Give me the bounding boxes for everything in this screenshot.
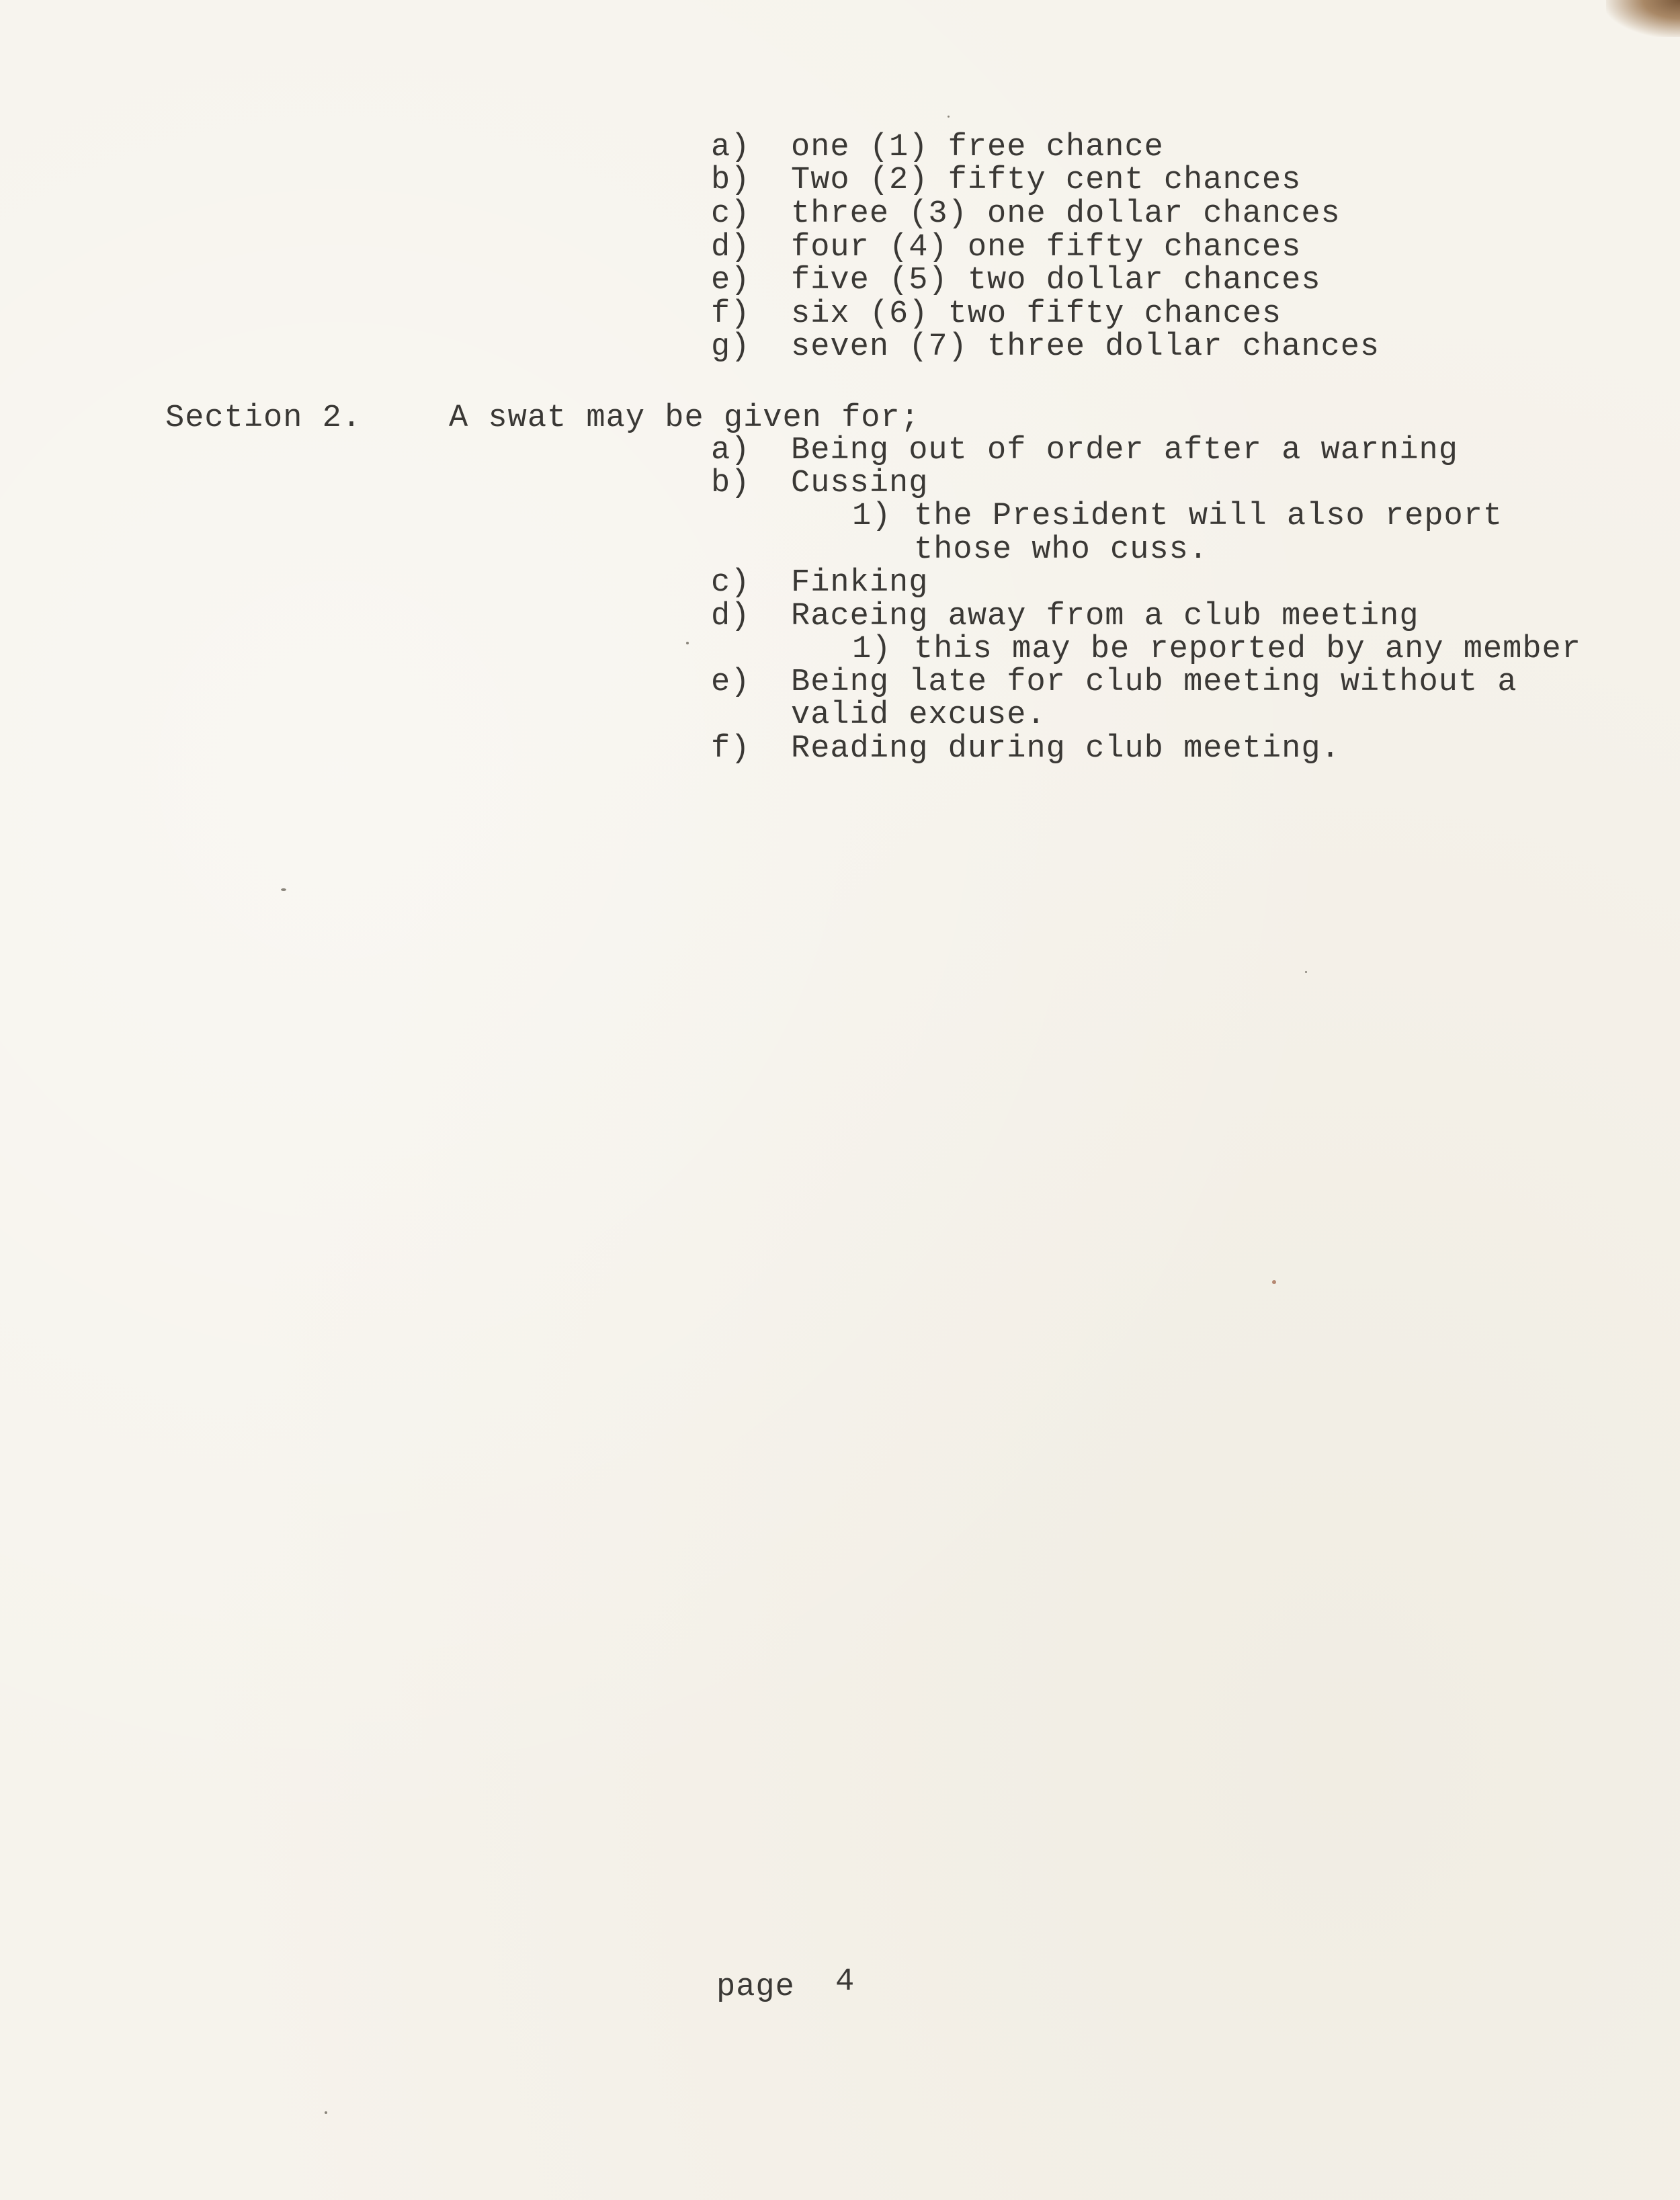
page-label: page [716, 1970, 795, 2005]
list-item-label: f) [711, 731, 751, 767]
paper-speck [325, 2111, 327, 2114]
list-item-label: e) [711, 263, 751, 298]
list-item-label: b) [711, 163, 751, 198]
sub-item-text: the President will also report [914, 499, 1503, 534]
list-item-label: d) [711, 230, 751, 265]
paper-speck [948, 116, 950, 118]
list-item-text: Reading during club meeting. [791, 731, 1341, 767]
paper-speck [686, 642, 689, 644]
corner-stain [1606, 0, 1680, 37]
sub-item-text: this may be reported by any member [914, 632, 1581, 667]
list-item-text: Finking [791, 565, 929, 601]
list-item-label: e) [711, 665, 751, 700]
list-item-text: Being out of order after a warning [791, 433, 1458, 468]
list-item-label: c) [711, 196, 751, 232]
list-item-text: one (1) free chance [791, 130, 1164, 165]
page-number: 4 [835, 1964, 855, 2000]
list-item-label: g) [711, 329, 751, 365]
list-item-text: five (5) two dollar chances [791, 263, 1321, 298]
list-item-label: f) [711, 296, 751, 332]
section-intro: A swat may be given for; [449, 400, 920, 436]
list-item-label: b) [711, 466, 751, 501]
list-item-text-continued: valid excuse. [791, 697, 1046, 733]
sub-item-label: 1) [852, 632, 892, 667]
list-item-label: a) [711, 130, 751, 165]
list-item-text: three (3) one dollar chances [791, 196, 1341, 232]
paper-speck [1272, 1280, 1276, 1284]
list-item-text: six (6) two fifty chances [791, 296, 1282, 332]
paper-speck [1305, 971, 1307, 973]
list-item-text: Raceing away from a club meeting [791, 599, 1419, 634]
paper-speck [281, 888, 286, 891]
list-item-text: Cussing [791, 466, 929, 501]
sub-item-label: 1) [852, 499, 892, 534]
list-item-text: Two (2) fifty cent chances [791, 163, 1302, 198]
list-item-text: four (4) one fifty chances [791, 230, 1302, 265]
sub-item-text-continued: those who cuss. [914, 532, 1209, 568]
list-item-label: d) [711, 599, 751, 634]
list-item-text: seven (7) three dollar chances [791, 329, 1380, 365]
list-item-label: c) [711, 565, 751, 601]
list-item-label: a) [711, 433, 751, 468]
list-item-text: Being late for club meeting without a [791, 665, 1517, 700]
section-heading: Section 2. [165, 400, 362, 436]
